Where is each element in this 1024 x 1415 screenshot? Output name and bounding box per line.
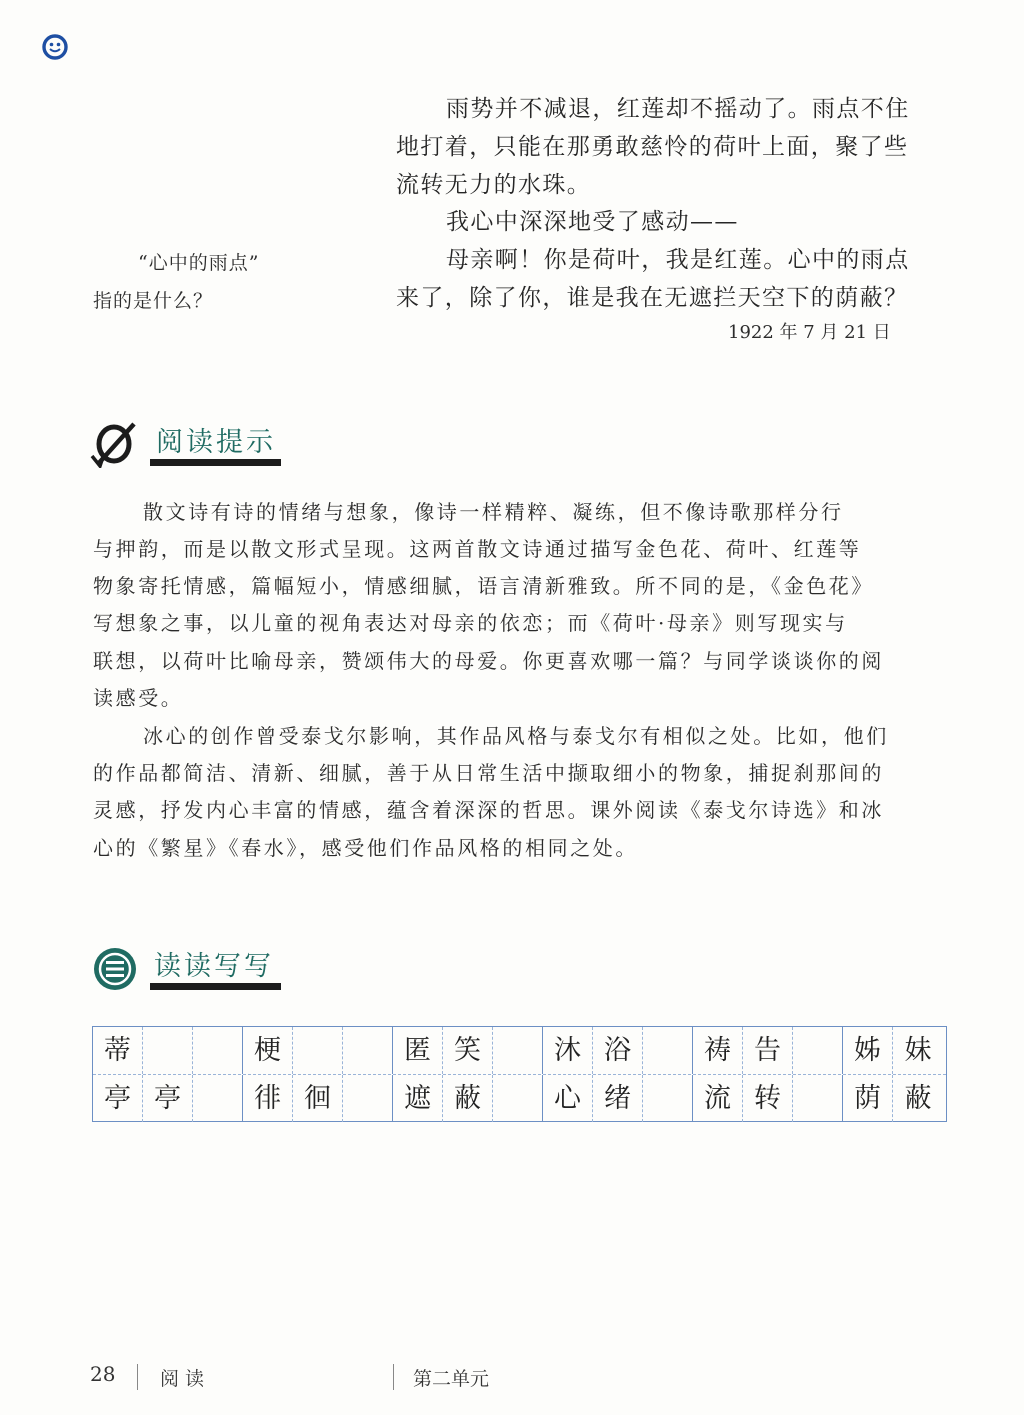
vocab-cell: 心 [543,1075,593,1122]
vocab-cell: 浴 [593,1027,643,1074]
smiley-icon [42,34,68,60]
reading-tips-icon [90,420,142,468]
vocab-cell [193,1027,243,1074]
vocab-cell [493,1075,543,1122]
vocab-cell: 祷 [693,1027,743,1074]
poem-line: 来了，除了你，谁是我在无遮拦天空下的荫蔽？ [396,285,909,311]
vocab-cell: 徊 [293,1075,343,1122]
vocab-row-1 [93,1027,946,1074]
margin-note-question: “心中的雨点” [138,252,260,274]
poem-line: 雨势并不减退，红莲却不摇动了。雨点不住 [446,96,910,122]
vocab-cell: 姊 [843,1027,893,1074]
vocab-cell: 荫 [843,1075,893,1122]
tip-line: 写想象之事，以儿童的视角表达对母亲的依恋；而《荷叶·母亲》则写现实与 [93,611,848,635]
vocab-cell: 告 [743,1027,793,1074]
vocab-cell: 遮 [393,1075,443,1122]
reading-tips-title: 阅读提示 [156,427,276,458]
tip-line: 联想，以荷叶比喻母亲，赞颂伟大的母爱。你更喜欢哪一篇？与同学谈谈你的阅 [93,649,884,673]
footer-divider [137,1364,138,1390]
vocab-cell [343,1075,393,1122]
poem-line: 我心中深深地受了感动—— [446,209,739,235]
vocab-cell [343,1027,393,1074]
vocab-cell: 绪 [593,1075,643,1122]
vocab-cell [193,1075,243,1122]
vocab-cell: 妹 [904,1035,932,1066]
vocab-cell [643,1075,693,1122]
tip-line: 心的《繁星》《春水》，感受他们作品风格的相同之处。 [93,836,638,860]
footer-unit-label: 第二单元 [413,1368,490,1390]
poem-line: 地打着，只能在那勇敢慈怜的荷叶上面，聚了些 [396,134,909,160]
tip-line: 与押韵，而是以散文形式呈现。这两首散文诗通过描写金色花、荷叶、红莲等 [93,537,862,561]
vocab-cell: 梗 [243,1027,293,1074]
poem-line: 母亲啊！你是荷叶，我是红莲。心中的雨点 [446,247,910,273]
vocab-cell [143,1027,193,1074]
margin-note-question-2: 指的是什么？ [93,290,214,312]
vocab-cell [793,1027,843,1074]
vocab-cell [793,1075,843,1122]
footer-section-label: 阅 读 [160,1368,205,1390]
poem-date: 1922 年 7 月 21 日 [728,322,891,343]
vocab-cell [643,1027,693,1074]
vocab-cell: 转 [743,1075,793,1122]
vocab-section-icon [92,946,138,992]
vocab-cell [493,1027,543,1074]
vocab-grid [92,1026,947,1122]
poem-line: 流转无力的水珠。 [396,172,592,198]
tip-line: 冰心的创作曾受泰戈尔影响，其作品风格与泰戈尔有相似之处。比如，他们 [143,724,889,748]
tip-line: 灵感，抒发内心丰富的情感，蕴含着深深的哲思。课外阅读《泰戈尔诗选》和冰 [93,798,884,822]
tip-line: 散文诗有诗的情绪与想象，像诗一样精粹、凝练，但不像诗歌那样分行 [143,500,844,524]
vocab-row-2 [93,1074,946,1122]
tip-line: 物象寄托情感，篇幅短小，情感细腻，语言清新雅致。所不同的是，《金色花》 [93,574,874,598]
tip-line: 读感受。 [93,686,184,710]
vocab-cell: 蔽 [443,1075,493,1122]
vocab-cell [293,1027,343,1074]
vocab-cell: 匿 [393,1027,443,1074]
vocab-section-underline [150,983,281,990]
vocab-cell: 流 [693,1075,743,1122]
vocab-cell: 亭 [143,1075,193,1122]
vocab-cell: 徘 [243,1075,293,1122]
vocab-cell: 笑 [443,1027,493,1074]
tip-line: 的作品都简洁、清新、细腻，善于从日常生活中撷取细小的物象，捕捉刹那间的 [93,761,884,785]
vocab-cell: 蔽 [904,1083,932,1114]
vocab-section-title: 读读写写 [154,951,274,982]
vocab-cell: 沐 [543,1027,593,1074]
page-number: 28 [90,1362,116,1386]
footer-divider [393,1364,394,1390]
vocab-cell: 蒂 [93,1027,143,1074]
vocab-cell: 亭 [93,1075,143,1122]
reading-tips-underline [150,459,281,466]
